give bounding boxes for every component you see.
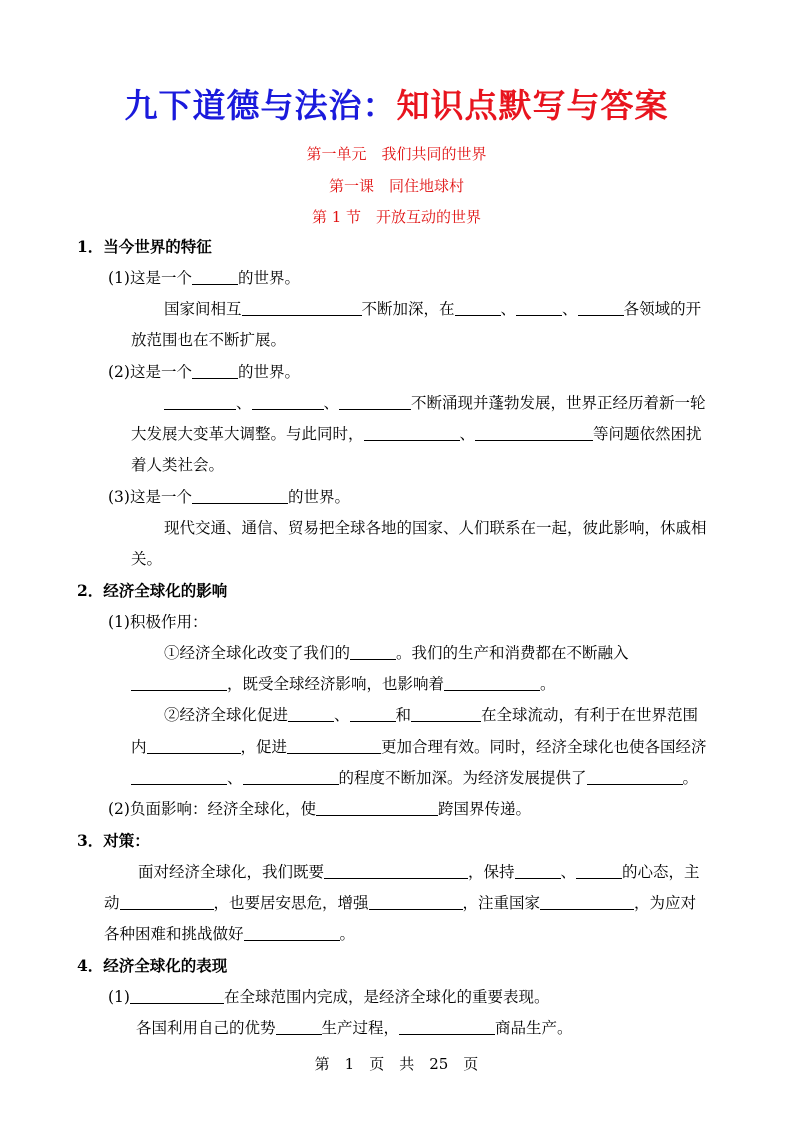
fill-blank[interactable] bbox=[324, 863, 468, 879]
fill-blank[interactable] bbox=[242, 300, 362, 316]
q1-line-9: 现代交通、通信、贸易把全球各地的国家、人们联系在一起，彼此影响，休戚相 bbox=[164, 519, 707, 537]
fill-blank[interactable] bbox=[276, 1019, 322, 1035]
fill-blank[interactable] bbox=[576, 863, 622, 879]
q2-line-4: ②经济全球化促进 、 和 在全球流动，有利于在世界范围 bbox=[164, 706, 699, 724]
q3-line-3: 各种困难和挑战做好 。 bbox=[104, 925, 356, 943]
title-part-blue: 九下道德与法治： bbox=[124, 86, 397, 125]
fill-blank[interactable] bbox=[444, 675, 540, 691]
fill-blank[interactable] bbox=[120, 894, 214, 910]
q1-line-8: (3)这是一个 的世界。 bbox=[108, 488, 350, 506]
fill-blank[interactable] bbox=[411, 706, 481, 722]
q4-line-2: 各国利用自己的优势 生产过程， 商品生产。 bbox=[136, 1019, 573, 1037]
fill-blank[interactable] bbox=[515, 863, 561, 879]
fill-blank[interactable] bbox=[131, 675, 227, 691]
q1-line-6: 大发展大变革大调整。与此同时， 、 等问题依然困扰 bbox=[131, 425, 702, 443]
q3-line-2: 动 ，也要居安思危，增强 ，注重国家 ，为应对 bbox=[104, 894, 697, 912]
q1-line-7: 着人类社会。 bbox=[131, 456, 225, 474]
document-title bbox=[0, 84, 793, 128]
fill-blank[interactable] bbox=[540, 894, 634, 910]
q2-line-2: ①经济全球化改变了我们的 。我们的生产和消费都在不断融入 bbox=[164, 644, 629, 662]
q4-line-1: (1) 在全球范围内完成，是经济全球化的重要表现。 bbox=[108, 988, 550, 1006]
fill-blank[interactable] bbox=[164, 394, 236, 410]
q1-line-3: 放范围也在不断扩展。 bbox=[131, 331, 287, 349]
q2-line-3: ，既受全球经济影响，也影响着 。 bbox=[131, 673, 556, 695]
fill-blank[interactable] bbox=[350, 706, 396, 722]
fill-blank[interactable] bbox=[350, 644, 396, 660]
fill-blank[interactable] bbox=[252, 394, 324, 410]
fill-blank[interactable] bbox=[455, 300, 501, 316]
q1-line-10: 关。 bbox=[131, 550, 163, 568]
fill-blank[interactable] bbox=[316, 800, 438, 816]
q1-line-5: 、 、 不断涌现并蓬勃发展，世界正经历着新一轮 bbox=[164, 392, 706, 414]
section-heading: 第 1 节 开放互动的世界 bbox=[311, 208, 482, 226]
title-part-red: 知识点默写与答案 bbox=[396, 86, 669, 125]
fill-blank[interactable] bbox=[147, 738, 241, 754]
q4-heading: 4．经济全球化的表现 bbox=[77, 956, 228, 975]
fill-blank[interactable] bbox=[244, 925, 340, 941]
fill-blank[interactable] bbox=[192, 488, 288, 504]
q1-line-1: (1)这是一个 的世界。 bbox=[108, 269, 300, 287]
page-number-footer: 第 1 页 共 25 页 bbox=[314, 1055, 479, 1073]
q1-line-2: 国家间相互 不断加深，在 、 、 各领域的开 bbox=[164, 300, 702, 318]
q2-line-1: (1)积极作用： bbox=[108, 613, 208, 631]
fill-blank[interactable] bbox=[587, 769, 683, 785]
unit-heading: 第一单元 我们共同的世界 bbox=[306, 145, 487, 163]
fill-blank[interactable] bbox=[578, 300, 624, 316]
q1-line-4: (2)这是一个 的世界。 bbox=[108, 363, 300, 381]
fill-blank[interactable] bbox=[399, 1019, 495, 1035]
fill-blank[interactable] bbox=[131, 769, 227, 785]
fill-blank[interactable] bbox=[339, 394, 411, 410]
fill-blank[interactable] bbox=[130, 988, 224, 1004]
fill-blank[interactable] bbox=[369, 894, 463, 910]
fill-blank[interactable] bbox=[516, 300, 562, 316]
fill-blank[interactable] bbox=[243, 769, 339, 785]
q2-line-6: 、 的程度不断加深。为经济发展提供了 。 bbox=[131, 767, 698, 789]
q2-line-7: (2)负面影响：经济全球化，使 跨国界传递。 bbox=[108, 800, 531, 818]
fill-blank[interactable] bbox=[364, 425, 460, 441]
fill-blank[interactable] bbox=[287, 738, 381, 754]
lesson-heading: 第一课 同住地球村 bbox=[328, 177, 464, 195]
q2-heading: 2．经济全球化的影响 bbox=[77, 581, 228, 600]
q2-line-5: 内 ，促进 更加合理有效。同时，经济全球化也使各国经济 bbox=[131, 738, 707, 756]
fill-blank[interactable] bbox=[192, 363, 238, 379]
fill-blank[interactable] bbox=[475, 425, 593, 441]
q3-line-1: 面对经济全球化，我们既要 ，保持 、 的心态，主 bbox=[138, 863, 700, 881]
fill-blank[interactable] bbox=[192, 269, 238, 285]
q1-heading: 1．当今世界的特征 bbox=[77, 237, 212, 256]
q3-heading: 3．对策： bbox=[77, 831, 150, 850]
fill-blank[interactable] bbox=[288, 706, 334, 722]
